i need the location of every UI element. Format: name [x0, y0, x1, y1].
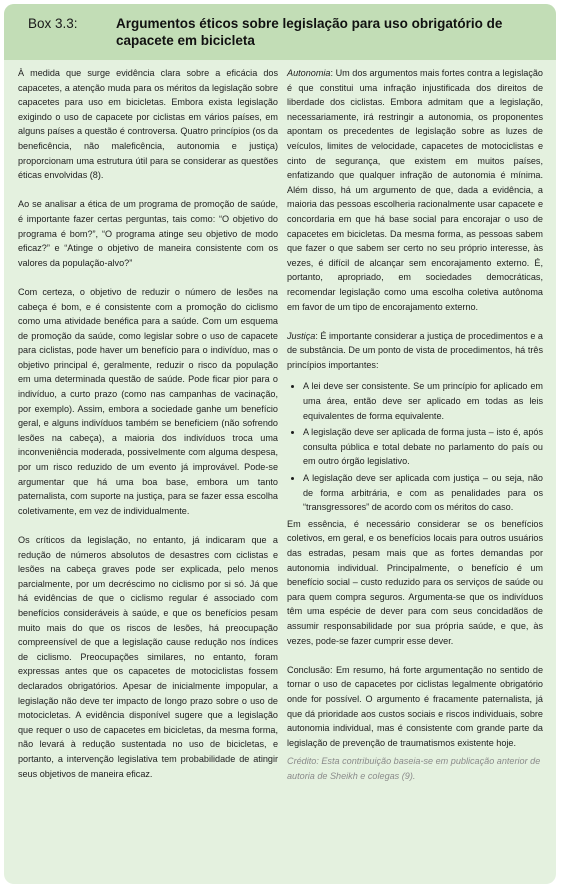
intro-paragraph: À medida que surge evidência clara sobre a eficácia dos capacetes, a atenção muda para os méritos da legislação sobre capacetes para uso em bicicletas. Embora exista legislação exigindo o uso de capacete por ciclistas em vários países, em alguns países a questão é controversa. Quatro princípios (os da beneficência, não maleficência, autonomia e justiça) proporcionam uma estrutura útil para se considerar as questões éticas envolvidas (8). — [18, 68, 278, 181]
list-item: • A lei deve ser consistente. Se um princípio for aplicado em uma área, então deve ser aplicado em todas as leis equivalentes de forma equivalente. — [303, 379, 543, 423]
autonomy-text: : Um dos argumentos mais fortes contra a legislação é que constitui uma infração injustificada dos direitos de liberdade dos ciclistas. Embora admitam que a legislação, necessariamente, irá restringir a autonomia, os proponentes apontam os precedentes de legislação sobre as luzes de veículos, limites de velocidade, capacetes de motociclistas e cinto de segurança, que existem em muitos países, enfatizando que qualquer infração de autonomia é mínima. Além disso, há um argumento de que, dada a evidência, a maioria das pessoas escolheria racionalmente usar capacete e concordaria em que há base social para encorajar o uso de capacetes em bicicletas. Da mesma forma, as pessoas sabem que fazer o que sabem ser certo no seu próprio interesse, às vezes, é difícil de alcançar sem encorajamento externo. É, portanto, apropriado, em sociedades democráticas, recomendar legislação como uma escolha coletiva autônoma em favor de um tipo de encorajamento externo. — [287, 68, 543, 312]
conclusion-paragraph: Conclusão: Em resumo, há forte argumentação no sentido de tornar o uso de capacetes por ciclistas legalmente obrigatório onde for possível. O argumento é fracamente paternalista, já que dá prioridade aos custos sociais e riscos individuais, sobre autonomia individual, mas é consistente com grande parte da legislação de prevenção de traumatismos existente hoje. — [287, 664, 543, 748]
box-title: Argumentos éticos sobre legislação para uso obrigatório de capacete em bicicleta — [116, 16, 503, 48]
justice-principles-list — [287, 379, 543, 514]
list-item: • A legislação deve ser aplicada de forma justa – isto é, após consulta pública e total debate no parlamento do país ou em outro órgão legislativo. — [303, 425, 543, 469]
autonomy-lead: Autonomia — [287, 68, 331, 78]
questions-paragraph: Ao se analisar a ética de um programa de promoção de saúde, é importante fazer certas perguntas, tais como: “O objetivo do programa é bom?”, “O programa atinge seu objetivo de modo eficaz?” e “Atinge o objetivo de maneira consistente com os valores da população-alvo?” — [18, 199, 278, 268]
critics-paragraph: Os críticos da legislação, no entanto, já indicaram que a redução de números absolutos de desastres com ciclistas e lesões na cabeça graves pode ser explicada, pelo menos parcialmente, por um decréscimo no ciclismo por si só. Já que há evidências de que o ciclismo regular é associado com benefícios consideráveis à saúde, e que os benefícios pesam muito mais do que os riscos de lesões, há preocupação compreensível de que a legislação cause redução nos índices de ciclismo. Preocupações similares, no entanto, foram expressas antes que os capacetes de motociclistas fossem declarados obrigatórios. Apesar de inicialmente impopular, a legislação não deve ter impacto de longo prazo sobre o uso de motocicletas. A evidência disponível sugere que a legislação que requer o uso de capacetes em bicicletas, da mesma forma, não levará à redução sustentada no uso de bicicletas, e portanto, a intervenção legislativa tem probabilidade de atingir seus objetivos de maneira eficaz. — [18, 535, 278, 779]
box-label: Box 3.3: — [28, 16, 78, 31]
justice-lead: Justiça — [287, 330, 316, 341]
beneficence-paragraph: Com certeza, o objetivo de reduzir o número de lesões na cabeça é bom, e é consistente com a promoção do ciclismo como uma atividade benéfica para a saúde. Com um esquema de promoção da saúde, como legislar sobre o uso de capacete para ciclistas, pode haver um benefício para o indivíduo, mas o objetivo principal é, geralmente, reduzir o risco da população em uma determinada questão de saúde. Pode ficar pior para o indivíduo, a curto prazo (como nas campanhas de vacinação, por exemplo). Assim, embora a sociedade ganhe um benefício geral, e alguns indivíduos também se beneficiem (não sofrendo lesões na cabeça), a maioria dos indivíduos troca uma inconveniência moderada, possivelmente com alguma despesa, por um risco reduzido de um evento já improvável. Pode-se argumentar que há uma boa base, embora um tanto paternalista, com suporte na justiça, para se fazer essa escolha coletivamente, em vez de individualmente. — [18, 286, 278, 516]
credit-note: Crédito: Esta contribuição baseia-se em publicação anterior de autoria de Sheikh e colegas (9). — [287, 756, 541, 781]
justice-paragraph — [287, 329, 543, 373]
right-column — [287, 66, 543, 798]
box-header — [4, 4, 556, 60]
justice-text: : É importante considerar a justiça de procedimentos e a de substância. De um ponto de vista de procedimentos, há três princípios importantes: — [287, 330, 543, 370]
autonomy-paragraph — [287, 66, 543, 314]
left-column — [18, 66, 278, 781]
essence-paragraph: Em essência, é necessário considerar se os benefícios coletivos, em geral, e os benefícios locais para outros usuários das estradas, pesam mais que as fortes demandas por autonomia individual. Principalmente, o benefício é um benefício social – custo reduzido para os serviços de saúde ou para quem compra seguros. Argumenta-se que os indivíduos têm uma espécie de dever para com seus concidadãos de assumir responsabilidade por sua própria saúde, e que, às vezes, pode-se fazer cumprir esse dever. — [287, 518, 543, 646]
list-item: • A legislação deve ser aplicada com justiça – ou seja, não de forma arbitrária, e com as penalidades para os “transgressores” de acordo com os méritos do caso. — [303, 471, 543, 515]
